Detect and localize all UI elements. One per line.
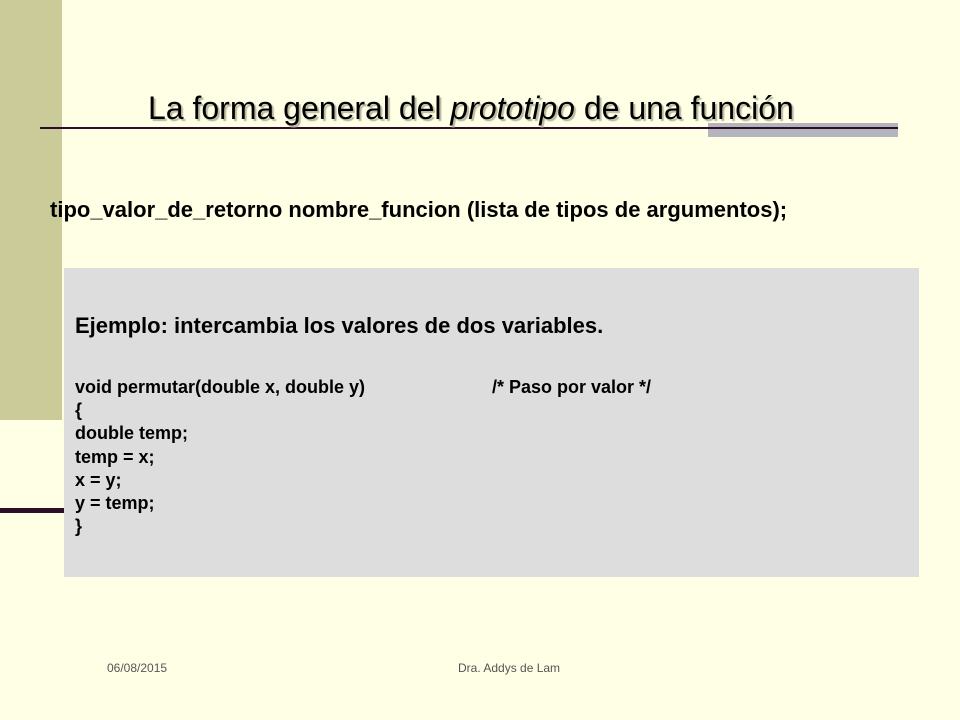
- example-box: [64, 268, 919, 577]
- code-block: [75, 376, 652, 538]
- decorative-side-line: [0, 508, 64, 513]
- code-line: [75, 376, 652, 399]
- footer-date: 06/08/2015: [107, 661, 168, 675]
- code-line: }: [75, 516, 83, 537]
- prototype-syntax: tipo_valor_de_retorno nombre_funcion (lista de tipos de argumentos);: [50, 197, 788, 222]
- slide-title: [148, 88, 794, 128]
- example-heading: Ejemplo: intercambia los valores de dos variables.: [75, 313, 604, 338]
- code-line: {: [75, 400, 83, 421]
- code-text: void permutar(double x, double y): [75, 377, 366, 397]
- code-line: y = temp;: [75, 492, 155, 513]
- title-part-1: La forma general del: [148, 90, 451, 126]
- footer-author: Dra. Addys de Lam: [458, 661, 561, 675]
- code-line: double temp;: [75, 423, 188, 444]
- code-comment: /* Paso por valor */: [492, 377, 652, 397]
- code-line: x = y;: [75, 469, 122, 490]
- title-emphasis: prototipo: [450, 90, 575, 126]
- code-line: temp = x;: [75, 446, 155, 467]
- title-part-2: de una función: [574, 90, 794, 126]
